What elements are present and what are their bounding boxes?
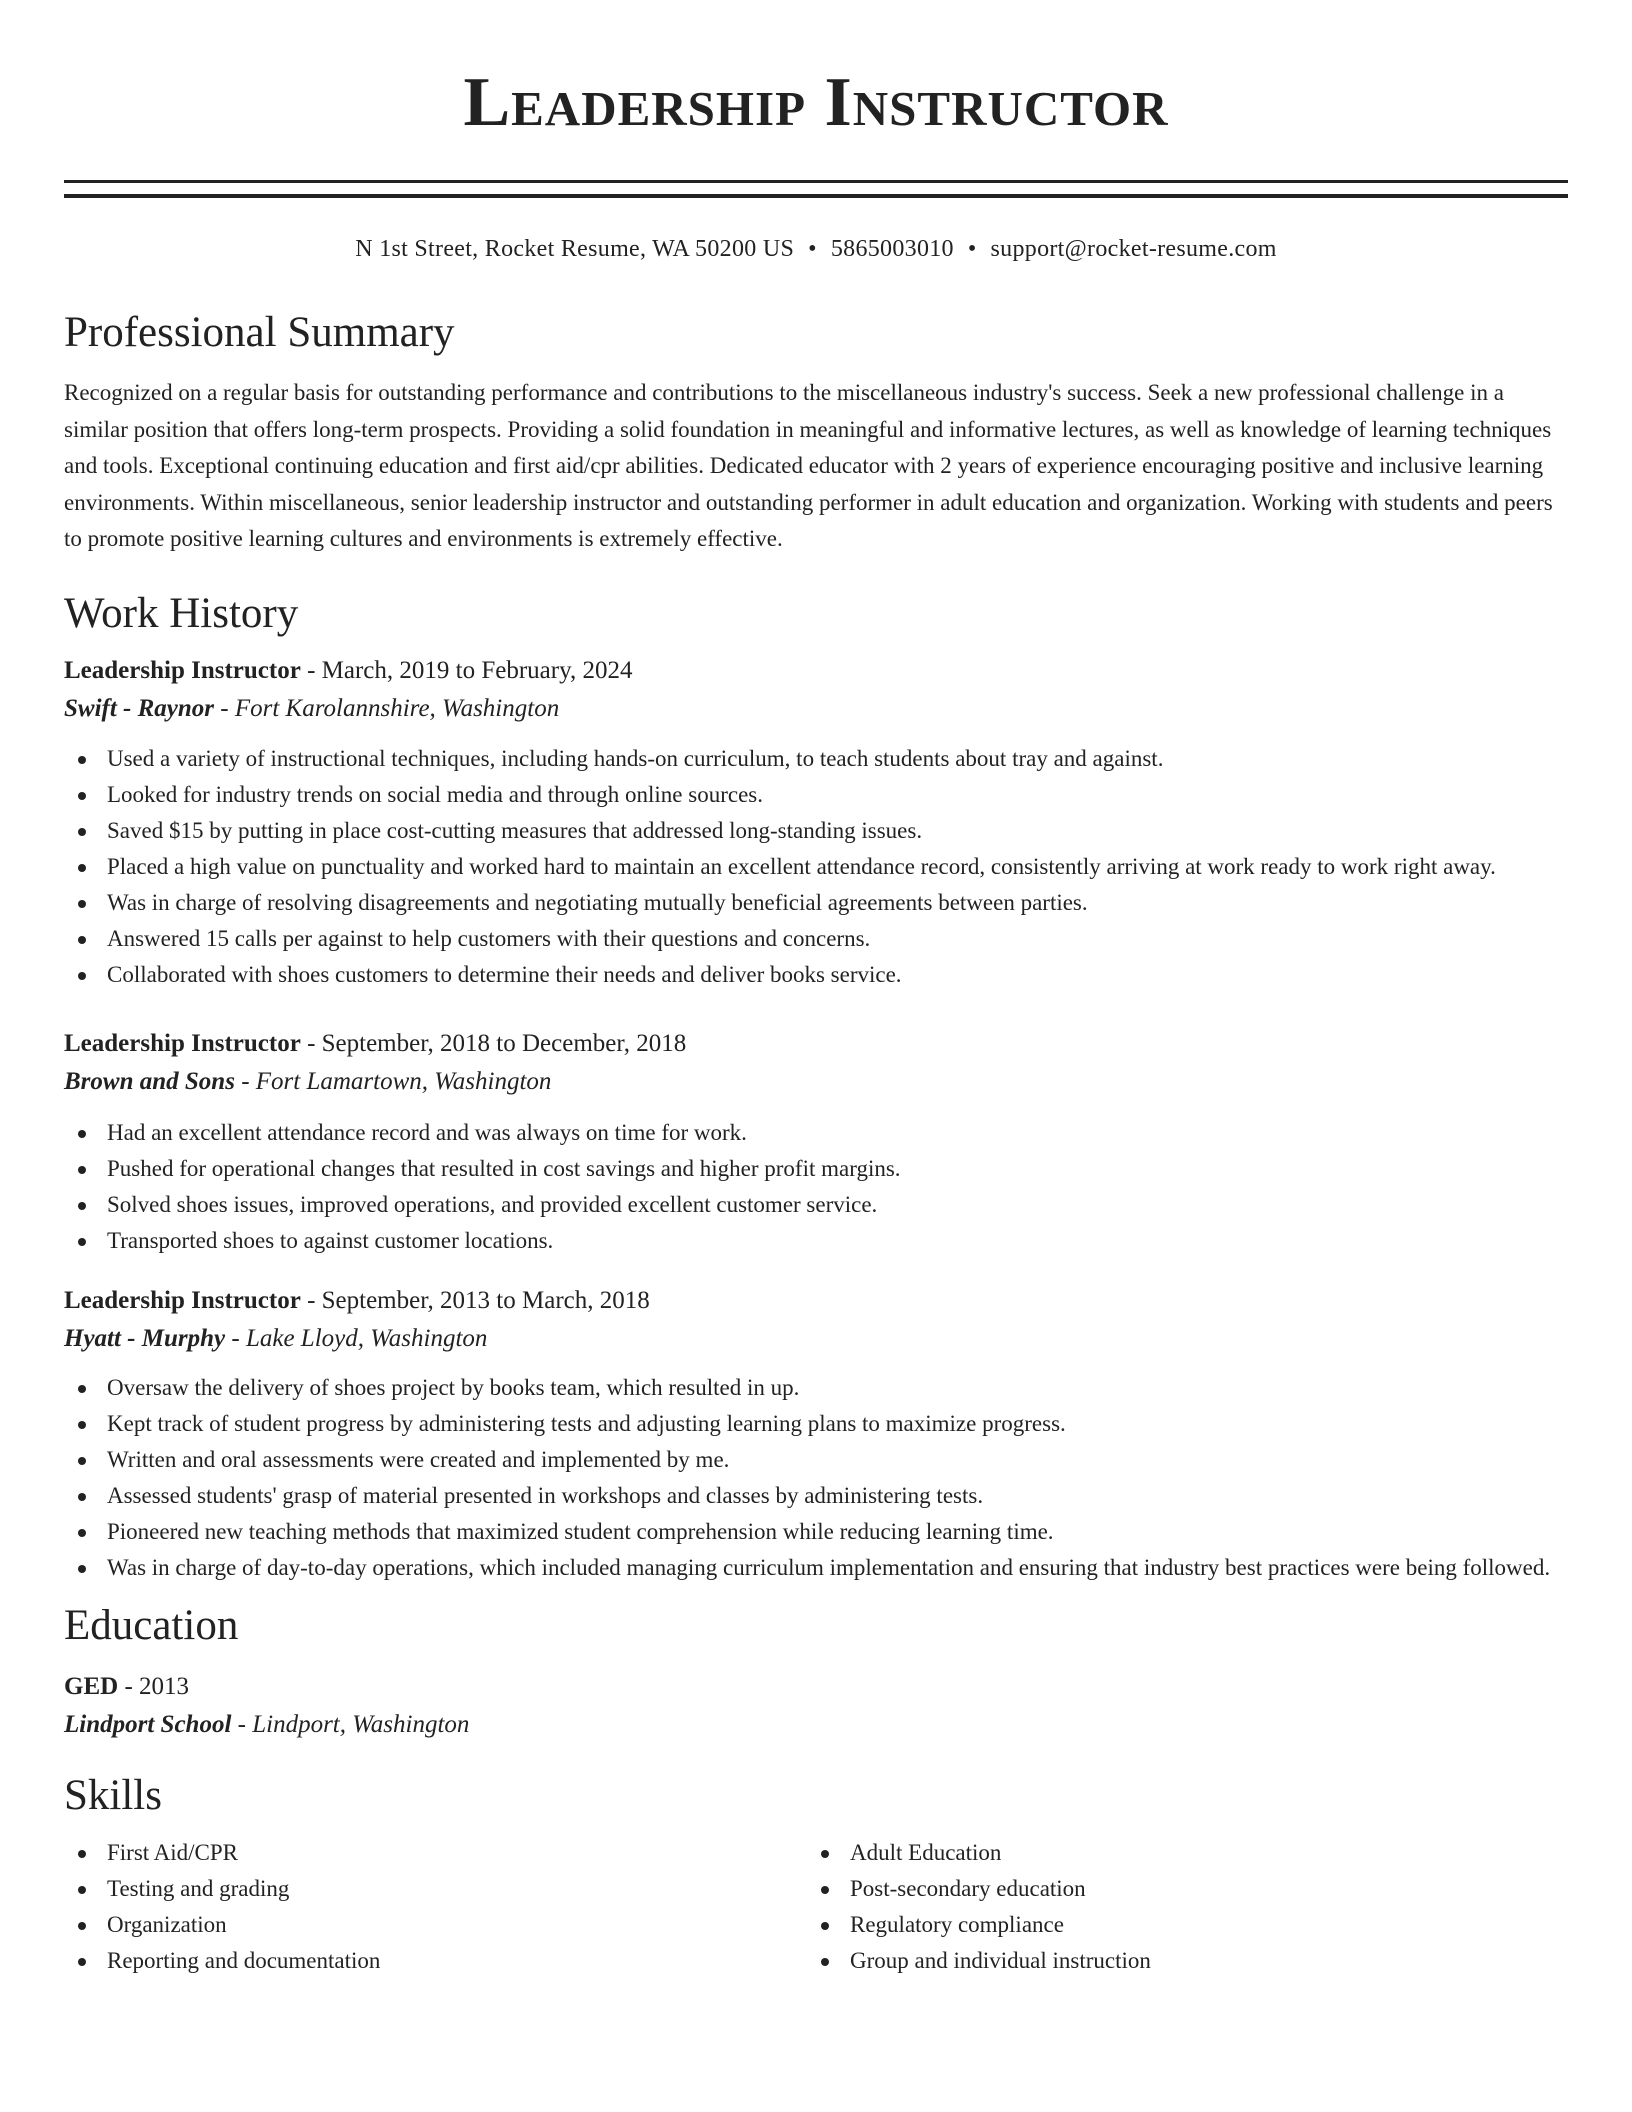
skill-item: Testing and grading bbox=[64, 1871, 807, 1907]
education-heading: Education bbox=[64, 1601, 239, 1649]
resume-page bbox=[64, 0, 1568, 1979]
list-item: Transported shoes to against customer locations. bbox=[64, 1223, 1568, 1259]
job-entry bbox=[64, 1025, 1568, 1259]
skill-item: Reporting and documentation bbox=[64, 1943, 807, 1979]
contact-address: N 1st Street, Rocket Resume, WA 50200 US bbox=[355, 236, 795, 262]
resume-name: Leadership Instructor bbox=[463, 64, 1169, 141]
job-dates: - March, 2019 to February, 2024 bbox=[300, 656, 633, 684]
work-history-section bbox=[64, 588, 1568, 1586]
contact-line bbox=[64, 233, 1568, 265]
job-company: Swift - Raynor bbox=[64, 694, 215, 722]
education-section bbox=[64, 1600, 1568, 1744]
job-location: - Lake Lloyd, Washington bbox=[225, 1324, 488, 1352]
list-item: Answered 15 calls per against to help customers with their questions and concerns. bbox=[64, 921, 1568, 957]
education-location: - Lindport, Washington bbox=[231, 1710, 470, 1738]
job-bullets bbox=[64, 741, 1568, 993]
education-school: Lindport School bbox=[64, 1710, 232, 1738]
job-company-line bbox=[64, 1320, 1568, 1358]
list-item: Written and oral assessments were created and implemented by me. bbox=[64, 1442, 1568, 1478]
list-item: Assessed students' grasp of material presented in workshops and classes by administering tests. bbox=[64, 1478, 1568, 1514]
skills-heading: Skills bbox=[64, 1771, 162, 1819]
job-bullets bbox=[64, 1370, 1568, 1586]
list-item: Kept track of student progress by administering tests and adjusting learning plans to maximize progress. bbox=[64, 1406, 1568, 1442]
job-location: - Fort Karolannshire, Washington bbox=[214, 694, 560, 722]
skills-right-column bbox=[807, 1835, 1550, 1979]
list-item: Collaborated with shoes customers to determine their needs and deliver books service. bbox=[64, 957, 1568, 993]
job-company: Brown and Sons bbox=[64, 1067, 235, 1095]
job-title: Leadership Instructor bbox=[64, 656, 301, 684]
job-entry bbox=[64, 1282, 1568, 1586]
list-item: Pioneered new teaching methods that maximized student comprehension while reducing learning time. bbox=[64, 1514, 1568, 1550]
contact-phone: 5865003010 bbox=[830, 236, 954, 262]
work-history-heading: Work History bbox=[64, 589, 299, 637]
list-item: Placed a high value on punctuality and worked hard to maintain an excellent attendance record, consistently arriving at work ready to work right away. bbox=[64, 849, 1568, 885]
skill-item: Adult Education bbox=[807, 1835, 1550, 1871]
contact-email: support@rocket-resume.com bbox=[990, 236, 1277, 262]
education-entry bbox=[64, 1668, 1568, 1744]
header-double-rule bbox=[64, 180, 1568, 198]
list-item: Saved $15 by putting in place cost-cutting measures that addressed long-standing issues. bbox=[64, 813, 1568, 849]
job-title: Leadership Instructor bbox=[64, 1286, 301, 1314]
skills-columns bbox=[64, 1835, 1568, 1979]
list-item: Oversaw the delivery of shoes project by books team, which resulted in up. bbox=[64, 1370, 1568, 1406]
skills-section bbox=[64, 1770, 1568, 1979]
contact-separator: • bbox=[808, 236, 817, 262]
contact-separator: • bbox=[967, 236, 977, 262]
job-entry bbox=[64, 652, 1568, 993]
list-item: Looked for industry trends on social media and through online sources. bbox=[64, 777, 1568, 813]
list-item: Had an excellent attendance record and was always on time for work. bbox=[64, 1115, 1568, 1151]
job-company: Hyatt - Murphy bbox=[64, 1324, 226, 1352]
job-title: Leadership Instructor bbox=[64, 1029, 301, 1057]
summary-section bbox=[64, 307, 1568, 558]
list-item: Was in charge of resolving disagreements and negotiating mutually beneficial agreements between parties. bbox=[64, 885, 1568, 921]
job-dates: - September, 2018 to December, 2018 bbox=[300, 1029, 687, 1057]
education-year: - 2013 bbox=[118, 1672, 190, 1700]
job-header bbox=[64, 1025, 1568, 1063]
skill-item: First Aid/CPR bbox=[64, 1835, 807, 1871]
job-company-line bbox=[64, 690, 1568, 728]
summary-text: Recognized on a regular basis for outstanding performance and contributions to the miscellaneous industry's success. Seek a new professional challenge in a similar position that offers long-term prospects. Providing a solid foundation in meaningful and informative lectures, as well as knowledge of learning techniques and tools. Exceptional continuing education and first aid/cpr abilities. Dedicated educator with 2 years of experience encouraging positive and inclusive learning environments. Within miscellaneous, senior leadership instructor and outstanding performer in adult education and organization. Working with students and peers to promote positive learning cultures and environments is extremely effective. bbox=[64, 380, 1553, 551]
education-header bbox=[64, 1668, 1568, 1706]
list-item: Used a variety of instructional techniques, including hands-on curriculum, to teach students about tray and against. bbox=[64, 741, 1568, 777]
list-item: Was in charge of day-to-day operations, which included managing curriculum implementation and ensuring that industry best practices were being followed. bbox=[64, 1550, 1568, 1586]
job-header bbox=[64, 652, 1568, 690]
job-dates: - September, 2013 to March, 2018 bbox=[300, 1286, 650, 1314]
job-bullets bbox=[64, 1115, 1568, 1259]
job-location: - Fort Lamartown, Washington bbox=[234, 1067, 552, 1095]
summary-heading: Professional Summary bbox=[64, 309, 455, 356]
skill-item: Post-secondary education bbox=[807, 1871, 1550, 1907]
job-company-line bbox=[64, 1063, 1568, 1101]
skills-left-column bbox=[64, 1835, 807, 1979]
skill-item: Group and individual instruction bbox=[807, 1943, 1550, 1979]
job-header bbox=[64, 1282, 1568, 1320]
list-item: Solved shoes issues, improved operations, and provided excellent customer service. bbox=[64, 1187, 1568, 1223]
list-item: Pushed for operational changes that resulted in cost savings and higher profit margins. bbox=[64, 1151, 1568, 1187]
skill-item: Organization bbox=[64, 1907, 807, 1943]
education-school-line bbox=[64, 1706, 1568, 1744]
skill-item: Regulatory compliance bbox=[807, 1907, 1550, 1943]
education-degree: GED bbox=[64, 1672, 119, 1700]
